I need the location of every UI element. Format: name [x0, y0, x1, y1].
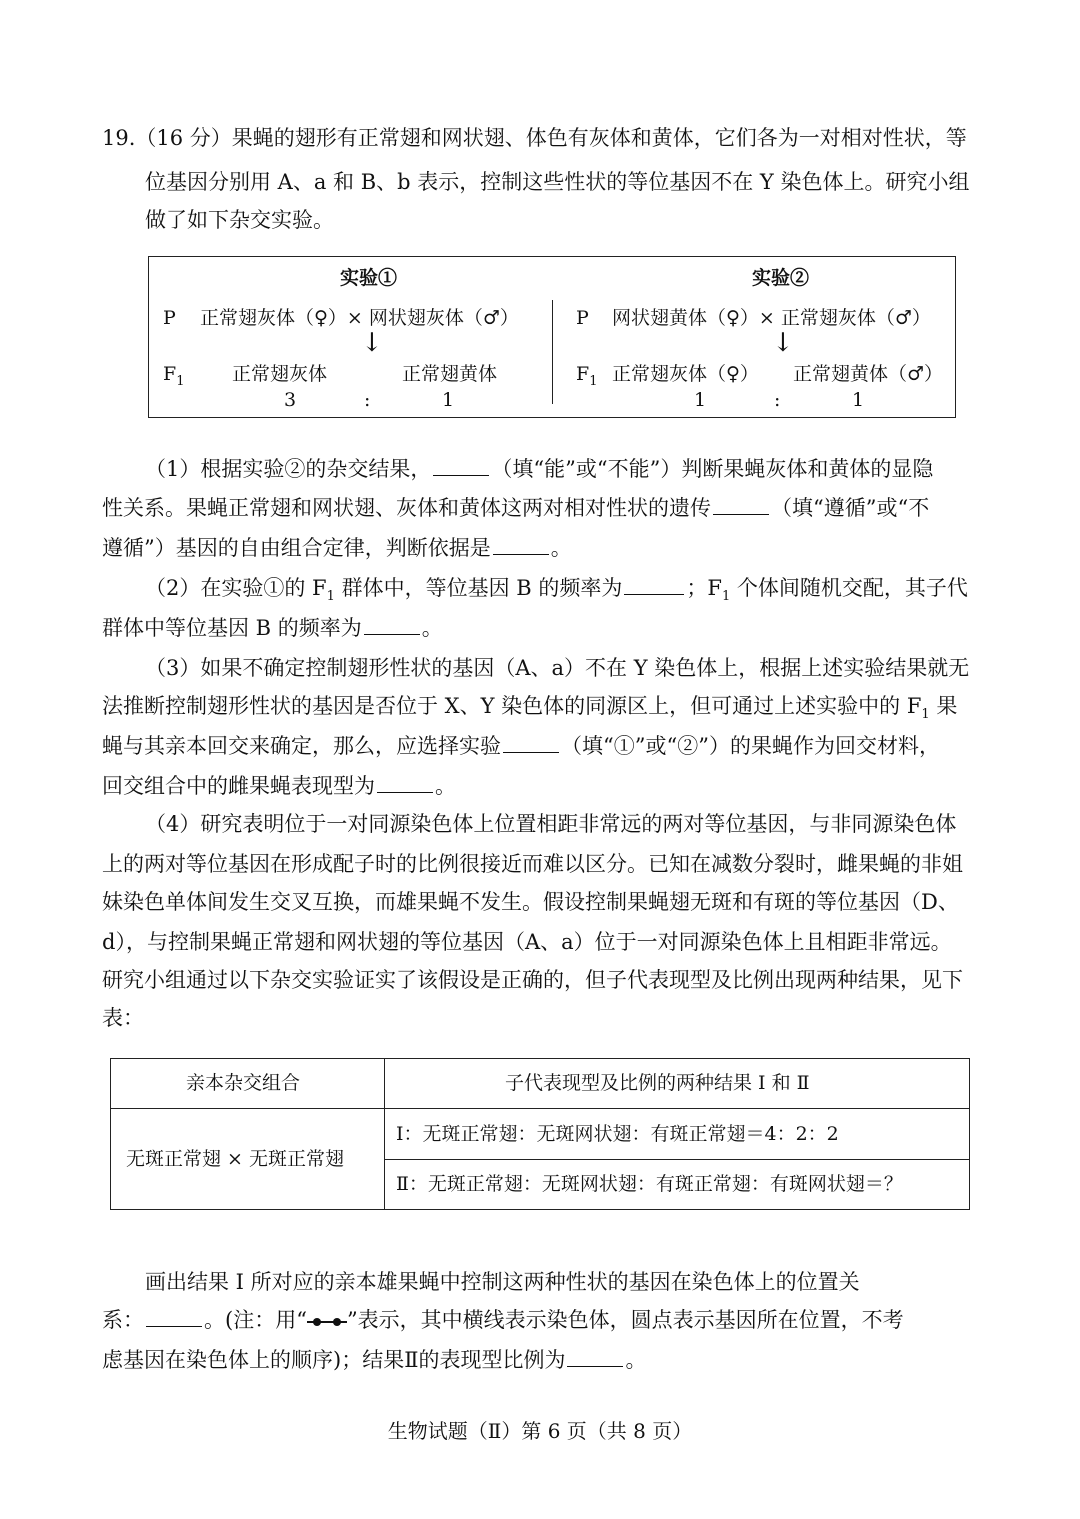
- sub3-line3: 蝇与其亲本回交来确定，那么，应选择实验 （填“①”或“②”）的果蝇作为回交材料，: [102, 734, 940, 758]
- sub4-line3: 妹染色单体间发生交叉互换，而雄果蝇不发生。假设控制果蝇翅无斑和有斑的等位基因（D、: [102, 890, 959, 914]
- sub4-line4: d），与控制果蝇正常翅和网状翅的等位基因（A、a）位于一对同源染色体上且相距非常远。: [102, 930, 952, 954]
- answer-blank-7[interactable]: [377, 772, 433, 793]
- table-header-divider: [110, 1108, 970, 1109]
- question-intro-line1: 19.（16 分）果蝇的翅形有正常翅和网状翅、体色有灰体和黄体，它们各为一对相对性状，等: [102, 126, 967, 150]
- question-intro-line2: 位基因分别用 A、a 和 B、b 表示，控制这些性状的等位基因不在 Y 染色体上。研究小组: [145, 170, 970, 194]
- answer-blank-3[interactable]: [493, 534, 549, 555]
- table-row-divider: [384, 1159, 970, 1160]
- table-cell-result-1: Ⅰ：无斑正常翅：无斑网状翅：有斑正常翅＝4：2：2: [396, 1123, 839, 1145]
- chromosome-gene-symbol-icon: [307, 1316, 347, 1328]
- experiment-divider: [552, 300, 553, 404]
- answer-blank-8[interactable]: [146, 1306, 202, 1327]
- exp2-f1-phenotype-a: 正常翅灰体（♀）: [612, 363, 759, 385]
- sub3-line1: （3）如果不确定控制翅形性状的基因（A、a）不在 Y 染色体上，根据上述实验结果就无: [145, 656, 970, 680]
- exp1-f1-phenotype-a: 正常翅灰体: [232, 363, 328, 385]
- sub4-line5: 研究小组通过以下杂交实验证实了该假设是正确的，但子代表现型及比例出现两种结果，见下: [102, 968, 963, 992]
- exp2-f1-label: $F_1$: [576, 363, 598, 389]
- sub2-line2: 群体中等位基因 B 的频率为 。: [102, 616, 443, 640]
- answer-blank-6[interactable]: [503, 732, 559, 753]
- exp1-ratio-a: 3: [284, 389, 297, 411]
- answer-blank-2[interactable]: [713, 494, 769, 515]
- answer-blank-1[interactable]: [433, 455, 489, 476]
- table-cell-cross: 无斑正常翅 × 无斑正常翅: [126, 1148, 344, 1170]
- sub3-line4: 回交组合中的雌果蝇表现型为 。: [102, 774, 456, 798]
- sub1-line2: 性关系。果蝇正常翅和网状翅、灰体和黄体这两对相对性状的遗传 （填“遵循”或“不: [102, 496, 930, 520]
- exp2-ratio-a: 1: [694, 389, 707, 411]
- table-vertical-divider: [384, 1058, 385, 1210]
- exp1-p-label: P: [163, 307, 176, 329]
- sub1-line3: 遵循”）基因的自由组合定律，判断依据是 。: [102, 536, 572, 560]
- sub4-line1: （4）研究表明位于一对同源染色体上位置相距非常远的两对等位基因，与非同源染色体: [145, 812, 957, 836]
- table-cell-result-2: Ⅱ：无斑正常翅：无斑网状翅：有斑正常翅：有斑网状翅＝？: [396, 1173, 903, 1195]
- page-footer: 生物试题（Ⅱ）第 6 页（共 8 页）: [387, 1419, 693, 1443]
- answer-blank-4[interactable]: [624, 574, 684, 595]
- exp2-ratio-b: 1: [852, 389, 865, 411]
- sub1-line1: （1）根据实验②的杂交结果， （填“能”或“不能”）判断果蝇灰体和黄体的显隐: [145, 457, 934, 481]
- exp2-p-cross: 网状翅黄体（♀）× 正常翅灰体（♂）: [612, 307, 931, 329]
- exp2-ratio-sep: :: [774, 389, 781, 411]
- exp2-p-label: P: [576, 307, 589, 329]
- answer-blank-5[interactable]: [364, 614, 420, 635]
- exp1-ratio-sep: :: [364, 389, 371, 411]
- sub4-line2: 上的两对等位基因在形成配子时的比例很接近而难以区分。已知在减数分裂时，雌果蝇的非姐: [102, 852, 963, 876]
- table-header-cross: 亲本杂交组合: [186, 1072, 301, 1094]
- exp1-f1-phenotype-b: 正常翅黄体: [402, 363, 498, 385]
- question-intro-line3: 做了如下杂交实验。: [145, 208, 334, 232]
- exp1-f1-label: $F_1$: [163, 363, 185, 389]
- exp2-title: 实验②: [752, 267, 810, 289]
- exp1-ratio-b: 1: [442, 389, 455, 411]
- exp1-p-cross: 正常翅灰体（♀）× 网状翅灰体（♂）: [200, 307, 519, 329]
- sub4-line6: 表：: [102, 1006, 144, 1030]
- final-line1: 画出结果 Ⅰ 所对应的亲本雄果蝇中控制这两种性状的基因在染色体上的位置关: [145, 1270, 860, 1294]
- sub2-line1: （2）在实验①的 $F_1$ 群体中，等位基因 B 的频率为 ；$F_1$ 个体间随机交配，其子代: [145, 576, 968, 605]
- final-line3: 虑基因在染色体上的顺序)；结果Ⅱ的表现型比例为 。: [102, 1348, 647, 1372]
- table-header-results: 子代表现型及比例的两种结果 Ⅰ 和 Ⅱ: [505, 1072, 810, 1094]
- exp2-f1-phenotype-b: 正常翅黄体（♂）: [793, 363, 944, 385]
- exp1-title: 实验①: [340, 267, 398, 289]
- answer-blank-9[interactable]: [567, 1346, 623, 1367]
- final-line2: 系： 。(注：用“ ”表示，其中横线表示染色体，圆点表示基因所在位置，不考: [102, 1308, 904, 1332]
- exp1-down-arrow-icon: ↓: [361, 328, 383, 358]
- exp2-down-arrow-icon: ↓: [772, 328, 794, 358]
- sub3-line2: 法推断控制翅形性状的基因是否位于 X、Y 染色体的同源区上，但可通过上述实验中的 $F_1$ 果: [102, 694, 958, 723]
